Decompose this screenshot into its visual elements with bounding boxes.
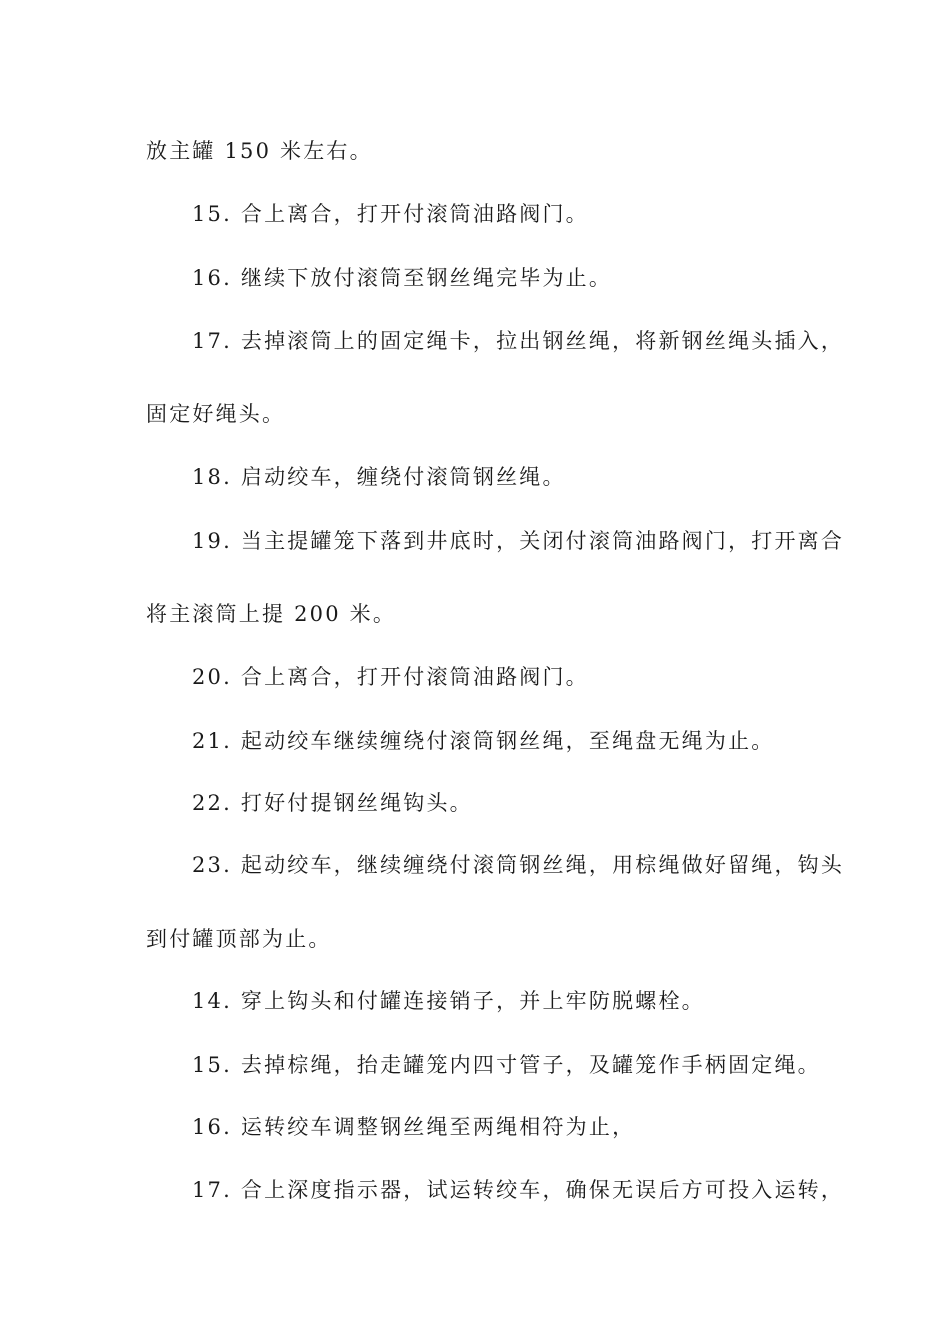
step-20-close-clutch: 20. 合上离合，打开付滚筒油路阀门。 [192, 665, 589, 689]
step-17-remove-clamp: 17. 去掉滚筒上的固定绳卡，拉出钢丝绳，将新钢丝绳头插入， [192, 329, 845, 353]
step-17-test-run: 17. 合上深度指示器，试运转绞车，确保无误后方可投入运转， [192, 1178, 845, 1202]
step-15-close-clutch: 15. 合上离合，打开付滚筒油路阀门。 [192, 202, 589, 226]
step-18-start-winch: 18. 启动绞车，缠绕付滚筒钢丝绳。 [192, 465, 566, 489]
step-17-continuation: 固定好绳头。 [146, 402, 286, 426]
step-23-wind-continue: 23. 起动绞车，继续缠绕付滚筒钢丝绳，用棕绳做好留绳，钩头 [192, 853, 845, 877]
step-19-cage-bottom: 19. 当主提罐笼下落到井底时，关闭付滚筒油路阀门，打开离合 [192, 529, 845, 553]
step-22-hook-head: 22. 打好付提钢丝绳钩头。 [192, 791, 473, 815]
step-23-continuation: 到付罐顶部为止。 [146, 927, 332, 951]
step-19-continuation: 将主滚筒上提 200 米。 [146, 602, 397, 626]
step-16-adjust-rope: 16. 运转绞车调整钢丝绳至两绳相符为止， [192, 1115, 636, 1139]
step-21-wind-rope: 21. 起动绞车继续缠绕付滚筒钢丝绳，至绳盘无绳为止。 [192, 729, 775, 753]
text-line-continuation: 放主罐 150 米左右。 [146, 139, 373, 163]
step-15-remove-rope: 15. 去掉棕绳，抬走罐笼内四寸管子，及罐笼作手柄固定绳。 [192, 1053, 821, 1077]
step-14-pin-bolt: 14. 穿上钩头和付罐连接销子，并上牢防脱螺栓。 [192, 989, 705, 1013]
step-16-lower-drum: 16. 继续下放付滚筒至钢丝绳完毕为止。 [192, 266, 613, 290]
